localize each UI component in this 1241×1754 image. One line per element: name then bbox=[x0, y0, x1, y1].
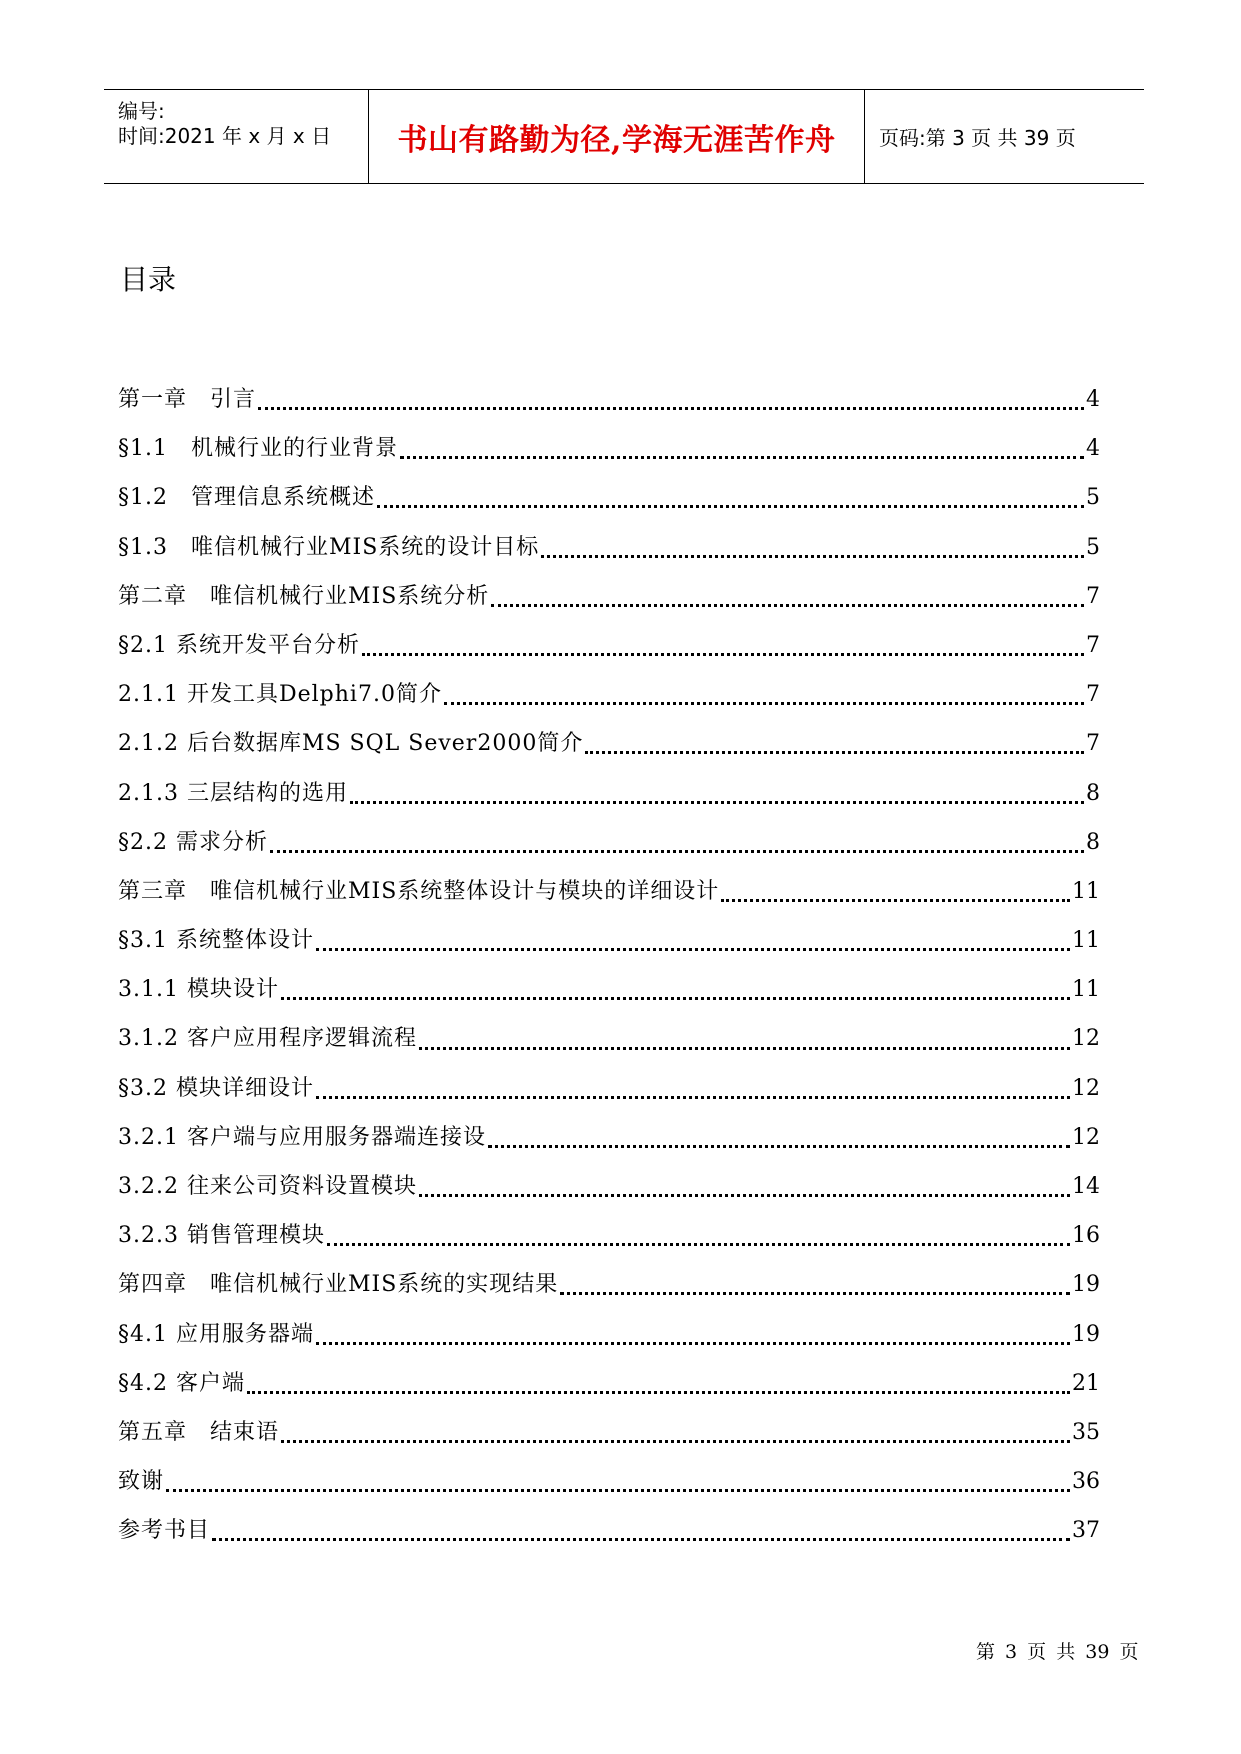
toc-title: 目录 bbox=[120, 263, 177, 296]
toc-entry[interactable] bbox=[118, 1071, 1100, 1120]
toc-entry-title: 3.2.1 客户端与应用服务器端连接设 bbox=[118, 1124, 486, 1150]
toc-entry[interactable] bbox=[118, 1415, 1100, 1464]
toc-entry-page: 19 bbox=[1072, 1321, 1100, 1347]
toc-entry[interactable] bbox=[118, 1366, 1100, 1415]
toc-entry-page: 11 bbox=[1072, 878, 1100, 904]
toc-dot-leader bbox=[377, 505, 1084, 508]
toc-entry-page: 35 bbox=[1072, 1419, 1100, 1445]
toc-entry[interactable] bbox=[118, 1169, 1100, 1218]
toc-entry[interactable] bbox=[118, 776, 1100, 825]
toc-entry[interactable] bbox=[118, 972, 1100, 1021]
toc-entry-page: 7 bbox=[1086, 682, 1100, 708]
toc-entry-page: 12 bbox=[1072, 1075, 1100, 1101]
toc-dot-leader bbox=[270, 850, 1084, 853]
toc-entry[interactable] bbox=[118, 677, 1100, 726]
toc-entry[interactable] bbox=[118, 431, 1100, 480]
header-motto: 书山有路勤为径,学海无涯苦作舟 bbox=[397, 122, 836, 158]
toc-dot-leader bbox=[488, 1145, 1070, 1148]
page-footer: 第 3 页 共 39 页 bbox=[976, 1641, 1139, 1663]
toc-entry[interactable] bbox=[118, 726, 1100, 775]
toc-entry-title: §1.3 唯信机械行业MIS系统的设计目标 bbox=[118, 534, 540, 560]
toc-dot-leader bbox=[362, 653, 1084, 656]
toc-entry-page: 21 bbox=[1072, 1370, 1100, 1396]
header-page-label: 页码:第 3 页 共 39 页 bbox=[879, 126, 1076, 150]
toc-entry-title: 2.1.1 开发工具Delphi7.0简介 bbox=[118, 682, 442, 708]
toc-dot-leader bbox=[400, 456, 1084, 459]
toc-dot-leader bbox=[316, 1096, 1070, 1099]
toc-entry[interactable] bbox=[118, 923, 1100, 972]
page-header bbox=[104, 89, 1144, 184]
toc-entry[interactable] bbox=[118, 874, 1100, 923]
toc-entry-title: 第五章 结束语 bbox=[118, 1419, 280, 1445]
toc-entry-page: 5 bbox=[1086, 534, 1100, 560]
toc-entry[interactable] bbox=[118, 1267, 1100, 1316]
toc-entry-page: 4 bbox=[1086, 387, 1100, 412]
document-number-label: 编号: bbox=[118, 99, 165, 123]
toc-entry-page: 36 bbox=[1072, 1469, 1100, 1495]
toc-entry-title: 3.2.2 往来公司资料设置模块 bbox=[118, 1174, 417, 1199]
header-right-cell bbox=[865, 90, 1144, 183]
toc-entry[interactable] bbox=[118, 1218, 1100, 1267]
toc-entry[interactable] bbox=[118, 480, 1100, 529]
toc-entry-title: §4.1 应用服务器端 bbox=[118, 1321, 314, 1347]
toc-entry-title: §4.2 客户端 bbox=[118, 1370, 245, 1396]
toc-dot-leader bbox=[419, 1194, 1070, 1197]
toc-dot-leader bbox=[166, 1489, 1070, 1492]
table-of-contents bbox=[118, 382, 1100, 1563]
toc-entry-page: 11 bbox=[1072, 977, 1100, 1003]
toc-entry-page: 14 bbox=[1072, 1174, 1100, 1199]
toc-entry[interactable] bbox=[118, 382, 1100, 431]
toc-entry[interactable] bbox=[118, 1317, 1100, 1366]
toc-entry-title: 第四章 唯信机械行业MIS系统的实现结果 bbox=[118, 1272, 559, 1298]
toc-entry-title: 3.1.2 客户应用程序逻辑流程 bbox=[118, 1026, 417, 1052]
toc-dot-leader bbox=[419, 1047, 1070, 1050]
document-time-label: 时间:2021 年 x 月 x 日 bbox=[118, 124, 332, 148]
toc-dot-leader bbox=[560, 1292, 1070, 1295]
toc-entry-page: 8 bbox=[1086, 829, 1100, 855]
toc-entry-title: 3.1.1 模块设计 bbox=[118, 977, 279, 1003]
header-left-cell bbox=[104, 90, 369, 183]
toc-dot-leader bbox=[258, 407, 1084, 410]
toc-entry[interactable] bbox=[118, 1021, 1100, 1070]
toc-entry-page: 7 bbox=[1086, 731, 1100, 757]
toc-entry[interactable] bbox=[118, 1464, 1100, 1513]
toc-dot-leader bbox=[327, 1243, 1070, 1246]
toc-entry-title: §2.1 系统开发平台分析 bbox=[118, 632, 360, 658]
toc-dot-leader bbox=[444, 702, 1084, 705]
toc-entry-title: 第三章 唯信机械行业MIS系统整体设计与模块的详细设计 bbox=[118, 878, 720, 904]
toc-entry-page: 8 bbox=[1086, 780, 1100, 806]
toc-entry-page: 7 bbox=[1086, 583, 1100, 609]
toc-dot-leader bbox=[721, 899, 1070, 902]
toc-entry-page: 4 bbox=[1086, 436, 1100, 462]
toc-entry-title: §3.2 模块详细设计 bbox=[118, 1075, 314, 1101]
toc-entry[interactable] bbox=[118, 579, 1100, 628]
toc-dot-leader bbox=[247, 1391, 1070, 1394]
toc-entry-page: 12 bbox=[1072, 1026, 1100, 1052]
toc-dot-leader bbox=[316, 1342, 1070, 1345]
toc-dot-leader bbox=[281, 1440, 1070, 1443]
toc-entry-title: §1.1 机械行业的行业背景 bbox=[118, 436, 398, 462]
toc-entry-title: 参考书目 bbox=[118, 1518, 211, 1544]
toc-dot-leader bbox=[350, 801, 1084, 804]
toc-entry-page: 11 bbox=[1072, 928, 1100, 954]
toc-entry-title: 第二章 唯信机械行业MIS系统分析 bbox=[118, 583, 490, 609]
toc-entry-page: 37 bbox=[1072, 1518, 1100, 1544]
toc-dot-leader bbox=[585, 751, 1084, 754]
toc-entry-title: 第一章 引言 bbox=[118, 387, 257, 412]
toc-entry-page: 7 bbox=[1086, 632, 1100, 658]
toc-entry-title: 2.1.2 后台数据库MS SQL Sever2000简介 bbox=[118, 731, 584, 757]
toc-entry[interactable] bbox=[118, 530, 1100, 579]
toc-dot-leader bbox=[541, 555, 1084, 558]
toc-entry[interactable] bbox=[118, 1120, 1100, 1169]
toc-entry-title: §3.1 系统整体设计 bbox=[118, 928, 314, 954]
toc-entry-page: 19 bbox=[1072, 1272, 1100, 1298]
toc-entry[interactable] bbox=[118, 1513, 1100, 1562]
toc-entry-title: §1.2 管理信息系统概述 bbox=[118, 485, 375, 511]
toc-entry-page: 12 bbox=[1072, 1124, 1100, 1150]
toc-dot-leader bbox=[212, 1538, 1070, 1541]
toc-entry[interactable] bbox=[118, 825, 1100, 874]
toc-entry-title: 2.1.3 三层结构的选用 bbox=[118, 780, 348, 806]
header-motto-cell bbox=[369, 90, 865, 183]
toc-entry-page: 16 bbox=[1072, 1223, 1100, 1249]
toc-entry-page: 5 bbox=[1086, 485, 1100, 511]
toc-entry-title: §2.2 需求分析 bbox=[118, 829, 268, 855]
toc-dot-leader bbox=[281, 997, 1070, 1000]
toc-entry-title: 致谢 bbox=[118, 1469, 165, 1495]
toc-dot-leader bbox=[491, 604, 1084, 607]
toc-entry-title: 3.2.3 销售管理模块 bbox=[118, 1223, 325, 1249]
toc-dot-leader bbox=[316, 948, 1070, 951]
toc-entry[interactable] bbox=[118, 628, 1100, 677]
